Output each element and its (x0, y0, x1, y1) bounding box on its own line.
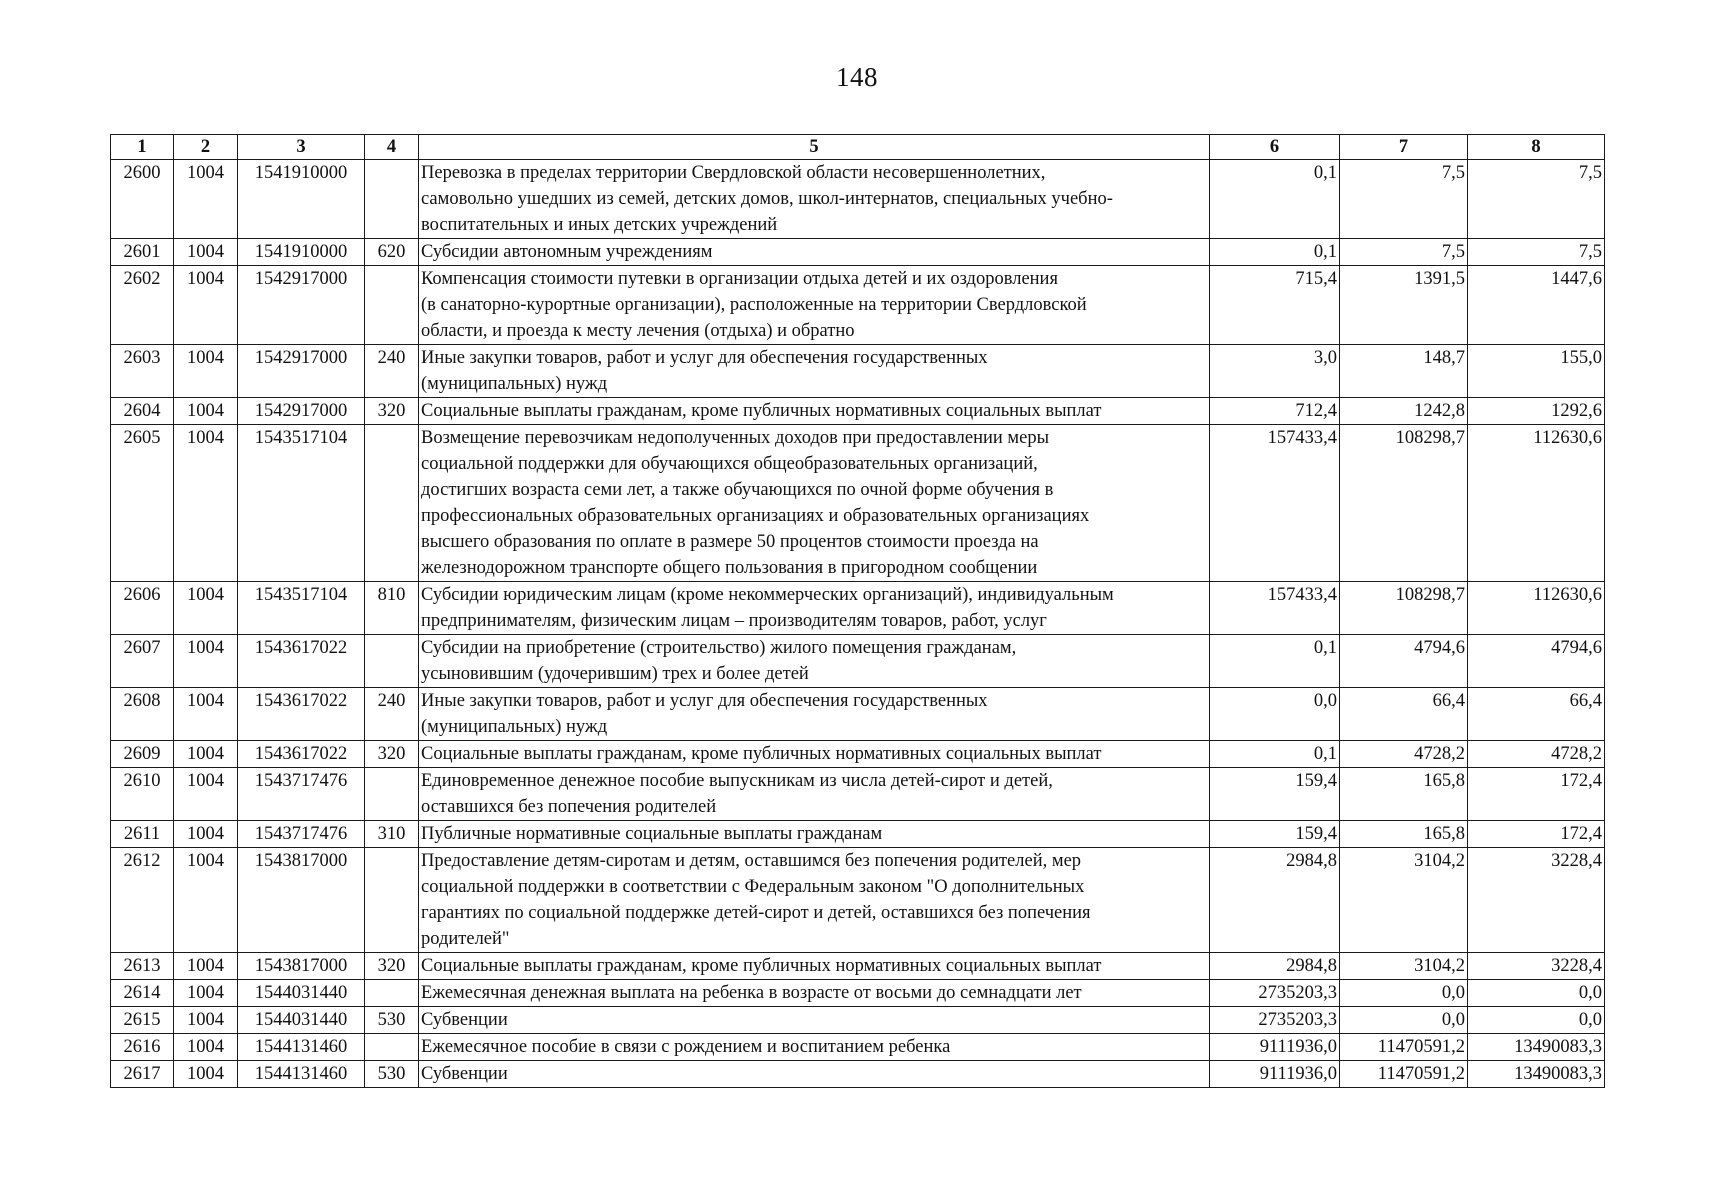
amount-cell-col8: 172,4 (1468, 768, 1605, 821)
description-line: Перевозка в пределах территории Свердловской области несовершеннолетних, (421, 163, 1046, 183)
description-cell (419, 741, 1210, 768)
description-cell (419, 980, 1210, 1007)
column-header: 1 (111, 135, 174, 160)
amount-cell-col8: 4728,2 (1468, 741, 1605, 768)
description-line: (муниципальных) нужд (421, 374, 608, 394)
description-line: Субсидии автономным учреждениям (421, 242, 713, 262)
expense-type-cell: 310 (365, 821, 419, 848)
expense-type-cell: 810 (365, 582, 419, 635)
description-line: Ежемесячная денежная выплата на ребенка в возрасте от восьми до семнадцати лет (421, 983, 1082, 1003)
amount-cell-col7: 7,5 (1340, 239, 1468, 266)
amount-cell-col8: 13490083,3 (1468, 1034, 1605, 1061)
row-number-cell: 2603 (111, 345, 174, 398)
description-cell (419, 953, 1210, 980)
amount-cell-col6: 3,0 (1210, 345, 1340, 398)
amount-cell-col6: 2984,8 (1210, 848, 1340, 953)
target-code-cell: 1543817000 (238, 953, 365, 980)
section-code-cell: 1004 (174, 741, 238, 768)
table-row (111, 266, 1605, 345)
description-line: Единовременное денежное пособие выпускникам из числа детей-сирот и детей, (421, 771, 1053, 791)
expense-type-cell (365, 1034, 419, 1061)
description-line: Социальные выплаты гражданам, кроме публичных нормативных социальных выплат (421, 956, 1102, 976)
amount-cell-col7: 1242,8 (1340, 398, 1468, 425)
target-code-cell: 1543817000 (238, 848, 365, 953)
amount-cell-col6: 0,1 (1210, 239, 1340, 266)
description-cell (419, 425, 1210, 582)
row-number-cell: 2617 (111, 1061, 174, 1088)
description-cell (419, 768, 1210, 821)
row-number-cell: 2601 (111, 239, 174, 266)
section-code-cell: 1004 (174, 425, 238, 582)
description-line: профессиональных образовательных организациях и образовательных организациях (421, 506, 1090, 526)
amount-cell-col6: 2984,8 (1210, 953, 1340, 980)
amount-cell-col7: 108298,7 (1340, 582, 1468, 635)
description-line: предпринимателям, физическим лицам – производителям товаров, работ, услуг (421, 611, 1047, 631)
description-line: гарантиях по социальной поддержке детей-сирот и детей, оставшихся без попечения (421, 903, 1091, 923)
column-header: 8 (1468, 135, 1605, 160)
row-number-cell: 2610 (111, 768, 174, 821)
expense-type-cell (365, 266, 419, 345)
amount-cell-col6: 159,4 (1210, 821, 1340, 848)
row-number-cell: 2605 (111, 425, 174, 582)
expense-type-cell: 240 (365, 345, 419, 398)
description-cell (419, 239, 1210, 266)
amount-cell-col6: 2735203,3 (1210, 1007, 1340, 1034)
row-number-cell: 2615 (111, 1007, 174, 1034)
description-line: усыновившим (удочерившим) трех и более детей (421, 664, 809, 684)
table-row (111, 953, 1605, 980)
description-cell (419, 848, 1210, 953)
section-code-cell: 1004 (174, 1007, 238, 1034)
row-number-cell: 2614 (111, 980, 174, 1007)
target-code-cell: 1541910000 (238, 160, 365, 239)
table-row (111, 425, 1605, 582)
description-line: социальной поддержки для обучающихся общеобразовательных организаций, (421, 454, 1038, 474)
table-row (111, 635, 1605, 688)
amount-cell-col6: 159,4 (1210, 768, 1340, 821)
amount-cell-col6: 157433,4 (1210, 582, 1340, 635)
expense-type-cell (365, 635, 419, 688)
table-row (111, 1061, 1605, 1088)
description-line: Возмещение перевозчикам недополученных доходов при предоставлении меры (421, 428, 1050, 448)
section-code-cell: 1004 (174, 1061, 238, 1088)
row-number-cell: 2606 (111, 582, 174, 635)
amount-cell-col6: 712,4 (1210, 398, 1340, 425)
amount-cell-col6: 157433,4 (1210, 425, 1340, 582)
description-line: оставшихся без попечения родителей (421, 797, 717, 817)
description-line: Ежемесячное пособие в связи с рождением и воспитанием ребенка (421, 1037, 951, 1057)
expense-type-cell (365, 425, 419, 582)
amount-cell-col8: 13490083,3 (1468, 1061, 1605, 1088)
target-code-cell: 1544031440 (238, 980, 365, 1007)
description-line: Публичные нормативные социальные выплаты гражданам (421, 824, 883, 844)
description-line: Социальные выплаты гражданам, кроме публичных нормативных социальных выплат (421, 744, 1102, 764)
target-code-cell: 1542917000 (238, 398, 365, 425)
description-line: (муниципальных) нужд (421, 717, 608, 737)
description-line: Иные закупки товаров, работ и услуг для обеспечения государственных (421, 691, 988, 711)
table-row (111, 821, 1605, 848)
amount-cell-col7: 66,4 (1340, 688, 1468, 741)
expense-type-cell: 530 (365, 1007, 419, 1034)
description-line: Субсидии на приобретение (строительство) жилого помещения гражданам, (421, 638, 1017, 658)
row-number-cell: 2600 (111, 160, 174, 239)
target-code-cell: 1544031440 (238, 1007, 365, 1034)
table-row (111, 688, 1605, 741)
description-line: воспитательных и иных детских учреждений (421, 215, 778, 235)
row-number-cell: 2607 (111, 635, 174, 688)
section-code-cell: 1004 (174, 635, 238, 688)
amount-cell-col7: 7,5 (1340, 160, 1468, 239)
row-number-cell: 2611 (111, 821, 174, 848)
target-code-cell: 1543717476 (238, 768, 365, 821)
description-line: Предоставление детям-сиротам и детям, оставшимся без попечения родителей, мер (421, 851, 1082, 871)
amount-cell-col8: 3228,4 (1468, 953, 1605, 980)
description-line: родителей" (421, 929, 510, 949)
amount-cell-col8: 0,0 (1468, 980, 1605, 1007)
target-code-cell: 1543517104 (238, 582, 365, 635)
table-body (111, 160, 1605, 1088)
amount-cell-col6: 0,0 (1210, 688, 1340, 741)
section-code-cell: 1004 (174, 768, 238, 821)
column-header: 4 (365, 135, 419, 160)
amount-cell-col7: 3104,2 (1340, 848, 1468, 953)
amount-cell-col8: 4794,6 (1468, 635, 1605, 688)
amount-cell-col7: 0,0 (1340, 1007, 1468, 1034)
amount-cell-col6: 0,1 (1210, 635, 1340, 688)
column-header: 2 (174, 135, 238, 160)
target-code-cell: 1541910000 (238, 239, 365, 266)
description-line: железнодорожном транспорте общего пользования в пригородном сообщении (421, 558, 1038, 578)
section-code-cell: 1004 (174, 398, 238, 425)
amount-cell-col6: 0,1 (1210, 160, 1340, 239)
description-line: Субвенции (421, 1064, 508, 1084)
target-code-cell: 1543717476 (238, 821, 365, 848)
description-cell (419, 266, 1210, 345)
amount-cell-col7: 3104,2 (1340, 953, 1468, 980)
section-code-cell: 1004 (174, 160, 238, 239)
description-cell (419, 1034, 1210, 1061)
row-number-cell: 2608 (111, 688, 174, 741)
column-header: 6 (1210, 135, 1340, 160)
amount-cell-col8: 7,5 (1468, 160, 1605, 239)
description-line: достигших возраста семи лет, а также обучающихся по очной форме обучения в (421, 480, 1054, 500)
description-line: Субвенции (421, 1010, 508, 1030)
description-cell (419, 160, 1210, 239)
target-code-cell: 1543617022 (238, 635, 365, 688)
amount-cell-col7: 4794,6 (1340, 635, 1468, 688)
expense-type-cell: 320 (365, 398, 419, 425)
row-number-cell: 2604 (111, 398, 174, 425)
row-number-cell: 2612 (111, 848, 174, 953)
description-line: Компенсация стоимости путевки в организации отдыха детей и их оздоровления (421, 269, 1058, 289)
row-number-cell: 2602 (111, 266, 174, 345)
column-header: 3 (238, 135, 365, 160)
section-code-cell: 1004 (174, 345, 238, 398)
section-code-cell: 1004 (174, 980, 238, 1007)
amount-cell-col8: 1447,6 (1468, 266, 1605, 345)
amount-cell-col8: 7,5 (1468, 239, 1605, 266)
table-row (111, 239, 1605, 266)
amount-cell-col7: 108298,7 (1340, 425, 1468, 582)
expense-type-cell (365, 980, 419, 1007)
table-row (111, 582, 1605, 635)
amount-cell-col6: 715,4 (1210, 266, 1340, 345)
table-row (111, 398, 1605, 425)
target-code-cell: 1543617022 (238, 688, 365, 741)
amount-cell-col6: 9111936,0 (1210, 1061, 1340, 1088)
description-cell (419, 821, 1210, 848)
budget-table (110, 134, 1605, 1088)
table-row (111, 848, 1605, 953)
section-code-cell: 1004 (174, 953, 238, 980)
section-code-cell: 1004 (174, 821, 238, 848)
amount-cell-col7: 0,0 (1340, 980, 1468, 1007)
description-line: социальной поддержки в соответствии с Федеральным законом "О дополнительных (421, 877, 1085, 897)
expense-type-cell: 240 (365, 688, 419, 741)
description-line: Иные закупки товаров, работ и услуг для обеспечения государственных (421, 348, 988, 368)
description-cell (419, 398, 1210, 425)
amount-cell-col8: 112630,6 (1468, 582, 1605, 635)
row-number-cell: 2616 (111, 1034, 174, 1061)
table-row (111, 1034, 1605, 1061)
amount-cell-col8: 172,4 (1468, 821, 1605, 848)
description-line: Социальные выплаты гражданам, кроме публичных нормативных социальных выплат (421, 401, 1102, 421)
table-row (111, 768, 1605, 821)
page-number: 148 (836, 62, 878, 92)
table-row (111, 160, 1605, 239)
description-cell (419, 635, 1210, 688)
target-code-cell: 1543517104 (238, 425, 365, 582)
table-row (111, 980, 1605, 1007)
amount-cell-col7: 1391,5 (1340, 266, 1468, 345)
table-row (111, 345, 1605, 398)
amount-cell-col8: 112630,6 (1468, 425, 1605, 582)
section-code-cell: 1004 (174, 1034, 238, 1061)
amount-cell-col7: 165,8 (1340, 821, 1468, 848)
table-row (111, 741, 1605, 768)
target-code-cell: 1542917000 (238, 345, 365, 398)
section-code-cell: 1004 (174, 582, 238, 635)
target-code-cell: 1544131460 (238, 1061, 365, 1088)
description-cell (419, 582, 1210, 635)
description-line: области, и проезда к месту лечения (отдыха) и обратно (421, 321, 855, 341)
header-row (111, 135, 1605, 160)
amount-cell-col8: 3228,4 (1468, 848, 1605, 953)
table-row (111, 1007, 1605, 1034)
description-line: высшего образования по оплате в размере 50 процентов стоимости проезда на (421, 532, 1039, 552)
description-cell (419, 688, 1210, 741)
amount-cell-col7: 4728,2 (1340, 741, 1468, 768)
amount-cell-col8: 1292,6 (1468, 398, 1605, 425)
expense-type-cell: 320 (365, 953, 419, 980)
target-code-cell: 1544131460 (238, 1034, 365, 1061)
expense-type-cell: 530 (365, 1061, 419, 1088)
amount-cell-col6: 2735203,3 (1210, 980, 1340, 1007)
amount-cell-col6: 0,1 (1210, 741, 1340, 768)
expense-type-cell: 320 (365, 741, 419, 768)
amount-cell-col8: 66,4 (1468, 688, 1605, 741)
amount-cell-col7: 148,7 (1340, 345, 1468, 398)
section-code-cell: 1004 (174, 266, 238, 345)
row-number-cell: 2613 (111, 953, 174, 980)
section-code-cell: 1004 (174, 848, 238, 953)
amount-cell-col7: 11470591,2 (1340, 1061, 1468, 1088)
column-header: 5 (419, 135, 1210, 160)
target-code-cell: 1543617022 (238, 741, 365, 768)
amount-cell-col7: 11470591,2 (1340, 1034, 1468, 1061)
description-cell (419, 345, 1210, 398)
expense-type-cell: 620 (365, 239, 419, 266)
expense-type-cell (365, 768, 419, 821)
target-code-cell: 1542917000 (238, 266, 365, 345)
description-line: самовольно ушедших из семей, детских домов, школ-интернатов, специальных учебно- (421, 189, 1113, 209)
expense-type-cell (365, 160, 419, 239)
amount-cell-col8: 0,0 (1468, 1007, 1605, 1034)
amount-cell-col6: 9111936,0 (1210, 1034, 1340, 1061)
section-code-cell: 1004 (174, 239, 238, 266)
description-cell (419, 1061, 1210, 1088)
expense-type-cell (365, 848, 419, 953)
column-header: 7 (1340, 135, 1468, 160)
description-line: (в санаторно-курортные организации), расположенные на территории Свердловской (421, 295, 1087, 315)
row-number-cell: 2609 (111, 741, 174, 768)
amount-cell-col7: 165,8 (1340, 768, 1468, 821)
section-code-cell: 1004 (174, 688, 238, 741)
description-cell (419, 1007, 1210, 1034)
description-line: Субсидии юридическим лицам (кроме некоммерческих организаций), индивидуальным (421, 585, 1114, 605)
amount-cell-col8: 155,0 (1468, 345, 1605, 398)
